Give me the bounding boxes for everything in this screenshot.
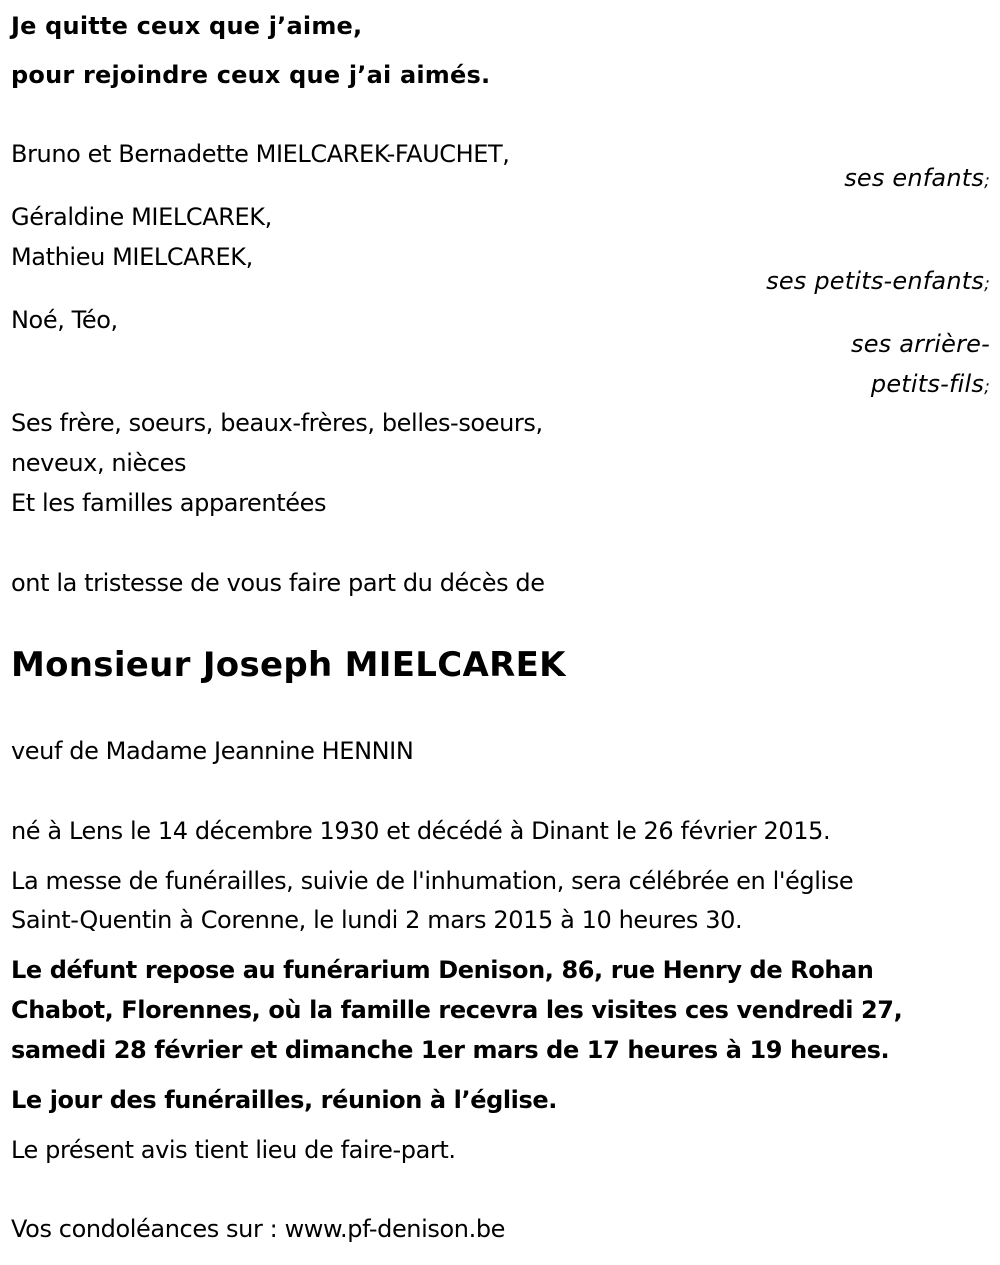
great-grandchildren-relation-line-1: ses arrière- <box>851 330 990 358</box>
children-relation <box>844 163 990 196</box>
notice-text: Le présent avis tient lieu de faire-part. <box>11 1136 456 1164</box>
condolences-label: Vos condoléances sur : <box>11 1215 285 1243</box>
rest-line-3: samedi 28 février et dimanche 1er mars de 17 heures à 19 heures. <box>11 1036 890 1064</box>
relation-label: petits-fils <box>870 370 985 398</box>
condolences-link[interactable]: www.pf-denison.be <box>284 1215 506 1243</box>
grandchild-name-1: Géraldine MIELCAREK, <box>11 203 272 231</box>
condolences <box>11 1214 505 1244</box>
other-relatives-line-1: Ses frère, soeurs, beaux-frères, belles-soeurs, <box>11 409 543 437</box>
relation-suffix: ; <box>984 274 990 294</box>
grandchild-name-2: Mathieu MIELCAREK, <box>11 243 253 271</box>
epigraph-line-1: Je quitte ceux que j’aime, <box>11 12 363 40</box>
mass-line-1: La messe de funérailles, suivie de l'inhumation, sera célébrée en l'église <box>11 867 854 895</box>
relation-label: ses petits-enfants <box>766 267 985 295</box>
children-names: Bruno et Bernadette MIELCAREK-FAUCHET, <box>11 140 510 168</box>
rest-line-2: Chabot, Florennes, où la famille recevra les visites ces vendredi 27, <box>11 996 903 1024</box>
relation-suffix: ; <box>984 377 990 397</box>
birth-death: né à Lens le 14 décembre 1930 et décédé à Dinant le 26 février 2015. <box>11 817 831 845</box>
mass-line-2: Saint-Quentin à Corenne, le lundi 2 mars 2015 à 10 heures 30. <box>11 906 743 934</box>
great-grandchildren-relation-line-2 <box>871 369 990 402</box>
meeting-text: Le jour des funérailles, réunion à l’église. <box>11 1086 557 1114</box>
deceased-name: Monsieur Joseph MIELCAREK <box>11 645 566 685</box>
other-relatives-line-3: Et les familles apparentées <box>11 489 327 517</box>
great-grandchildren-names: Noé, Téo, <box>11 306 118 334</box>
widower-of: veuf de Madame Jeannine HENNIN <box>11 737 414 765</box>
other-relatives-line-2: neveux, nièces <box>11 449 187 477</box>
grandchildren-relation <box>766 266 990 299</box>
epigraph-line-2: pour rejoindre ceux que j’ai aimés. <box>11 61 491 89</box>
relation-label: ses enfants <box>844 164 985 192</box>
rest-line-1: Le défunt repose au funérarium Denison, 86, rue Henry de Rohan <box>11 956 874 984</box>
announcement-text: ont la tristesse de vous faire part du décès de <box>11 569 545 597</box>
relation-suffix: ; <box>984 171 990 191</box>
